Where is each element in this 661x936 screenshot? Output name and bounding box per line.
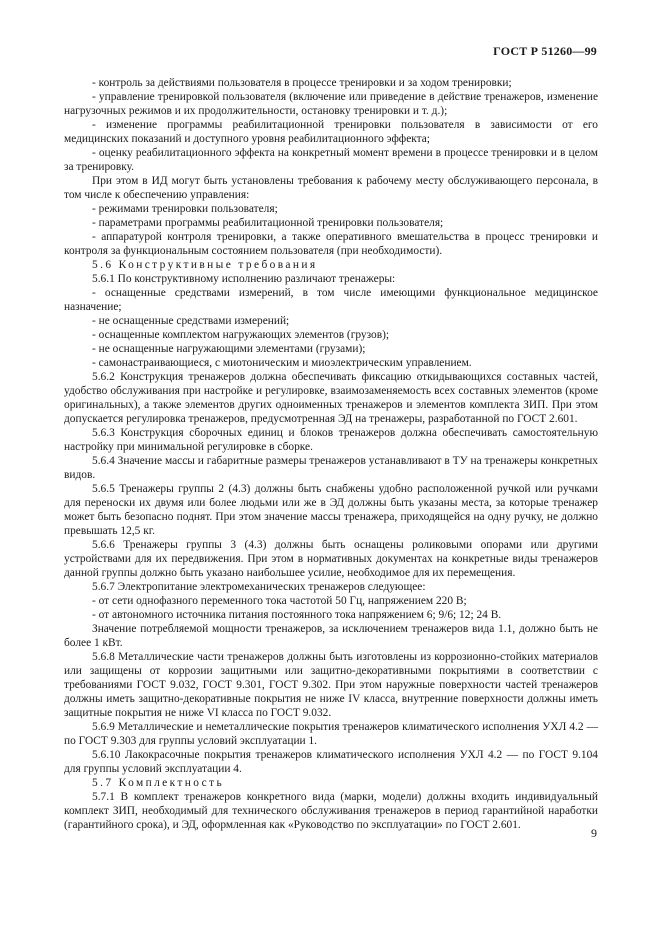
page-number: 9 bbox=[591, 826, 597, 840]
paragraph: - параметрами программы реабилитационной тренировки пользователя; bbox=[92, 217, 444, 229]
paragraph: 5.6.3 Конструкция сборочных единиц и блоков тренажеров должна обеспечивать самостоятельную настройку при минимальной регулировке в сборке. bbox=[64, 427, 598, 453]
paragraph: 5.6.9 Металлические и неметаллические покрытия тренажеров климатического исполнения УХЛ 4.2 — по ГОСТ 9.303 для группы условий эксплуатации 1. bbox=[64, 721, 598, 747]
section-heading: 5.7 Комплектность bbox=[92, 777, 225, 789]
paragraph: 5.6.5 Тренажеры группы 2 (4.3) должны быть снабжены удобно расположенной ручкой или ручками для переноски их двумя или более людьми или же в ЭД должны быть указаны места, за которые тренажер может быть безопасно поднят. При этом значение массы тренажера, приходящейся на одну ручку, не должно превышать 12,5 кг. bbox=[64, 483, 598, 537]
paragraph: - самонастраивающиеся, с миотоническим и миоэлектрическим управлением. bbox=[92, 357, 472, 369]
section-heading: 5.6 Конструктивные требования bbox=[92, 259, 318, 271]
paragraph: - оснащенные комплектом нагружающих элементов (грузов); bbox=[92, 329, 390, 341]
paragraph: 5.6.10 Лакокрасочные покрытия тренажеров климатического исполнения УХЛ 4.2 — по ГОСТ 9.104 для группы условий эксплуатации 4. bbox=[64, 749, 598, 775]
paragraph: Значение потребляемой мощности тренажеров, за исключением тренажеров вида 1.1, должно быть не более 1 кВт. bbox=[64, 623, 598, 649]
paragraph: - не оснащенные средствами измерений; bbox=[92, 315, 290, 327]
paragraph: - режимами тренировки пользователя; bbox=[92, 203, 278, 215]
paragraph: 5.7.1 В комплект тренажеров конкретного вида (марки, модели) должны входить индивидуальный комплект ЗИП, необходимый для технического обслуживания тренажеров в период гарантийной наработки (гарантийного срока), и ЭД, оформленная как «Руководство по эксплуатации» по ГОСТ 2.601. bbox=[64, 791, 598, 831]
paragraph: 5.6.1 По конструктивному исполнению различают тренажеры: bbox=[92, 273, 396, 285]
paragraph: - управление тренировкой пользователя (включение или приведение в действие тренажеров, изменение нагрузочных режимов и их продолжительности, остановку тренировки и т. д.); bbox=[64, 91, 598, 117]
paragraph: - не оснащенные нагружающими элементами (грузами); bbox=[92, 343, 366, 355]
document-body bbox=[64, 76, 598, 832]
paragraph: - изменение программы реабилитационной тренировки пользователя в зависимости от его медицинских показаний и доступного уровня реабилитационного эффекта; bbox=[64, 119, 598, 145]
paragraph: - от автономного источника питания постоянного тока напряжением 6; 9/6; 12; 24 В. bbox=[92, 609, 502, 621]
paragraph: 5.6.6 Тренажеры группы 3 (4.3) должны быть оснащены роликовыми опорами или другими устройствами для их передвижения. При этом в нормативных документах на конкретные виды тренажеров данной группы должно быть указано наибольшее усилие, необходимое для их перемещения. bbox=[64, 539, 598, 579]
paragraph: - от сети однофазного переменного тока частотой 50 Гц, напряжением 220 В; bbox=[92, 595, 467, 607]
paragraph: - оценку реабилитационного эффекта на конкретный момент времени в процессе тренировки и в целом за тренировку. bbox=[64, 147, 598, 173]
paragraph: - контроль за действиями пользователя в процессе тренировки и за ходом тренировки; bbox=[92, 77, 512, 89]
paragraph: При этом в ИД могут быть установлены требования к рабочему месту обслуживающего персонала, в том числе к обеспечению управления: bbox=[64, 175, 598, 201]
paragraph: 5.6.7 Электропитание электромеханических тренажеров следующее: bbox=[92, 581, 426, 593]
paragraph: - оснащенные средствами измерений, в том числе имеющими функциональное медицинское назначение; bbox=[64, 287, 598, 313]
paragraph: - аппаратурой контроля тренировки, а также оперативного вмешательства в процесс тренировки и контроля за функциональным состоянием пользователя (при необходимости). bbox=[64, 231, 598, 257]
paragraph: 5.6.2 Конструкция тренажеров должна обеспечивать фиксацию откидывающихся составных частей, удобство обслуживания при настройке и регулировке, взаимозаменяемость всех составных элементов (кроме оригинальных), а также элементов других одноименных тренажеров и элементов комплекта ЗИП. При этом допускается регулировка тренажеров, предусмотренная ЭД на тренажеры, разработанной по ГОСТ 2.601. bbox=[64, 371, 598, 425]
document-header: ГОСТ Р 51260—99 bbox=[493, 44, 597, 58]
paragraph: 5.6.8 Металлические части тренажеров должны быть изготовлены из коррозионно-стойких материалов или защищены от коррозии защитными или защитно-декоративными покрытиями в соответствии с требованиями ГОСТ 9.032, ГОСТ 9.301, ГОСТ 9.302. При этом наружные поверхности частей тренажеров должны иметь защитно-декоративные покрытия не ниже IV класса, внутренние поверхности должны иметь защитные покрытия не ниже VI класса по ГОСТ 9.032. bbox=[64, 651, 598, 719]
paragraph: 5.6.4 Значение массы и габаритные размеры тренажеров устанавливают в ТУ на тренажеры конкретных видов. bbox=[64, 455, 598, 481]
